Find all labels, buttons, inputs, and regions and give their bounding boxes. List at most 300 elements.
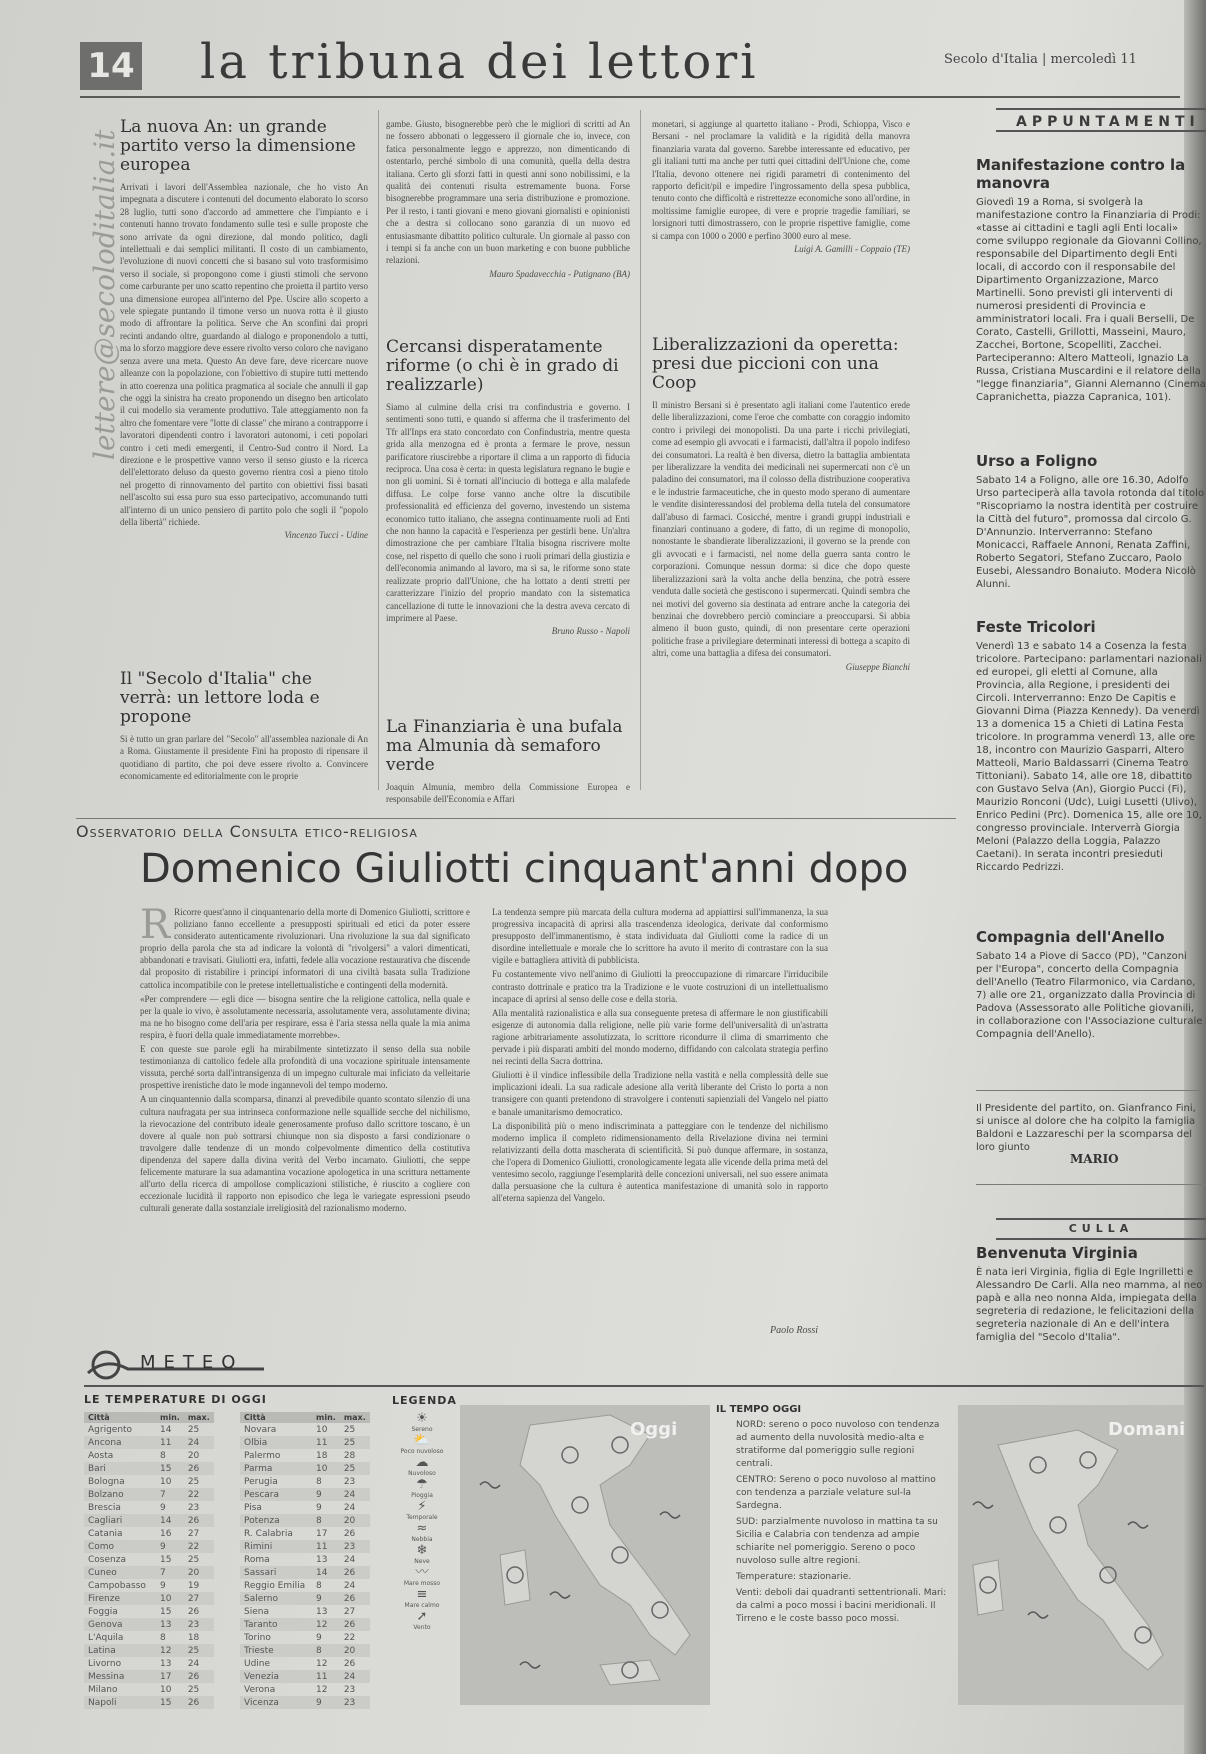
event-body: Sabato 14 a Foligno, alle ore 16.30, Adolfo Urso parteciperà alla tavola rotonda dal titolo "Riscopriamo la nostra identità per costruire la Città del futuro", promossa dal circolo G. D'Annunzio. Interverranno: Stefano Monicacci, Raffaele Annoni, Renata Zaffini, Roberto Segatori, Stefano Zuccaro, Paolo Eusebi, Alessandro Bonaiuto. Modera Nicolò Alunni. bbox=[976, 475, 1205, 590]
temperature-row bbox=[84, 1631, 214, 1644]
max-temp-cell: 26 bbox=[184, 1514, 214, 1527]
legend-item bbox=[392, 1522, 452, 1544]
max-temp-cell: 26 bbox=[343, 1658, 356, 1669]
weather-legend bbox=[392, 1412, 452, 1632]
legend-label: Neve bbox=[414, 1558, 430, 1565]
city-cell: Catania bbox=[88, 1528, 123, 1539]
legend-label: Poco nuvoloso bbox=[400, 1448, 444, 1455]
legend-symbol-icon: ≡ bbox=[416, 1587, 428, 1602]
letter-finanziaria-continued bbox=[652, 118, 910, 254]
city-cell: Milano bbox=[88, 1684, 118, 1695]
letter-signature: Giuseppe Bianchi bbox=[845, 661, 910, 672]
legend-item bbox=[392, 1610, 452, 1632]
max-temp-cell: 24 bbox=[340, 1488, 370, 1501]
legend-item bbox=[392, 1434, 452, 1456]
city-cell: Foggia bbox=[88, 1606, 118, 1617]
city-cell: Pisa bbox=[244, 1502, 262, 1513]
min-temp-cell: 9 bbox=[312, 1488, 340, 1501]
event-body: Sabato 14 a Piove di Sacco (PD), "Canzoni per l'Europa", concerto della Compagnia dell'Anello (Teatro Filarmonico, via Cardano, 7) alle ore 21, organizzato dalla Provincia di Padova (Assessorato alle Politiche giovanili, in collaborazione con l'Associazione culturale Compagnia dell'Anello). bbox=[976, 951, 1203, 1040]
min-temp-cell: 14 bbox=[312, 1566, 340, 1579]
observatory-column-1 bbox=[140, 902, 470, 1216]
max-temp-cell: 24 bbox=[187, 1658, 200, 1669]
min-temp-cell: 8 bbox=[312, 1644, 340, 1657]
temperature-row bbox=[240, 1696, 370, 1709]
legend-item bbox=[392, 1412, 452, 1434]
city-cell: Genova bbox=[84, 1618, 156, 1631]
temperature-row bbox=[240, 1514, 370, 1527]
city-cell: Ancona bbox=[84, 1436, 156, 1449]
min-temp-cell: 12 bbox=[312, 1618, 340, 1631]
min-temp-cell: 9 bbox=[316, 1502, 322, 1513]
legend-symbol-icon: ❄ bbox=[416, 1543, 428, 1558]
temperature-row bbox=[240, 1527, 370, 1540]
min-temp-cell: 9 bbox=[312, 1696, 340, 1709]
city-cell: Verona bbox=[244, 1684, 276, 1695]
legend-label: Mare mosso bbox=[403, 1580, 441, 1587]
vertical-email-brand: lettere@secoloditalia.it bbox=[88, 129, 121, 460]
temperature-row bbox=[84, 1436, 214, 1449]
observatory-column-2 bbox=[492, 906, 828, 1206]
min-temp-cell: 11 bbox=[312, 1540, 340, 1553]
letter-signature: Vincenzo Tucci - Udine bbox=[284, 530, 368, 541]
letter-secolo-continued bbox=[386, 118, 630, 279]
event-title: Urso a Foligno bbox=[976, 452, 1098, 470]
observatory-paragraph: Fu costantemente vivo nell'animo di Giuliotti la preoccupazione di rimarcare l'irriducibile contrasto dottrinale e pratico tra la Tradizione e le vuote costruzioni di un intellettualismo incapace di aprirsi al senso delle cose e della storia. bbox=[492, 969, 828, 1004]
min-temp-cell: 13 bbox=[156, 1618, 184, 1631]
legend-item bbox=[392, 1500, 452, 1522]
min-temp-cell: 9 bbox=[160, 1502, 166, 1513]
letter-finanziaria bbox=[386, 718, 630, 806]
appuntamenti-bar: APPUNTAMENTI bbox=[996, 108, 1206, 132]
birth-notice bbox=[976, 1244, 1206, 1344]
temperature-row bbox=[84, 1683, 214, 1696]
city-cell: Salerno bbox=[240, 1592, 312, 1605]
min-temp-cell: 15 bbox=[160, 1606, 172, 1617]
max-temp-cell: 26 bbox=[343, 1528, 356, 1539]
max-temp-cell: 25 bbox=[187, 1424, 200, 1435]
temperature-row bbox=[84, 1605, 214, 1618]
min-temp-cell: 11 bbox=[156, 1436, 184, 1449]
city-cell: Novara bbox=[244, 1424, 277, 1435]
temperature-row bbox=[84, 1449, 214, 1462]
condolence-name: MARIO bbox=[1070, 1152, 1119, 1166]
temperature-row bbox=[84, 1592, 214, 1605]
temperatures-table-left bbox=[84, 1412, 214, 1709]
min-temp-cell: 12 bbox=[316, 1684, 328, 1695]
legend-symbol-icon: ➚ bbox=[416, 1609, 428, 1624]
city-cell: Como bbox=[84, 1540, 156, 1553]
temperature-row bbox=[240, 1423, 370, 1436]
min-temp-cell: 16 bbox=[160, 1528, 172, 1539]
legend-symbol-icon: 〰 bbox=[415, 1565, 429, 1580]
legend-label: Sereno bbox=[411, 1426, 433, 1433]
letter-signature: Mauro Spadavecchia - Putignano (BA) bbox=[489, 268, 630, 279]
city-cell: Siena bbox=[244, 1606, 269, 1617]
temperature-row bbox=[240, 1618, 370, 1631]
temperatures-title: LE TEMPERATURE DI OGGI bbox=[84, 1393, 267, 1406]
max-temp-cell: 22 bbox=[343, 1632, 356, 1643]
temperature-row bbox=[84, 1618, 214, 1631]
city-cell: Livorno bbox=[88, 1658, 122, 1669]
letter-title: Liberalizzazioni da operetta: presi due piccioni con una Coop bbox=[652, 335, 899, 393]
min-temp-cell: 10 bbox=[160, 1684, 172, 1695]
temperature-row bbox=[240, 1631, 370, 1644]
temperature-row bbox=[240, 1579, 370, 1592]
temperature-row bbox=[84, 1644, 214, 1657]
observatory-paragraph: R Ricorre quest'anno il cinquantenario della morte di Domenico Giuliotti, scrittore e poliziano fanno eccellente a presupposti spirituali ed etici da poter essere considerato autenticamente rivoluzionari. Una rivoluzione la sua dal significato proprio della parola che sta ad indicare la volontà di "rivolgersi" a valori dimenticati, abbandonati e travisati. Giuliotti era, infatti, fedele alla vocazione restaurativa che discende dal proposito di ristabilire i principi informatori di una civiltà basata sulla Tradizione cattolica incompatibile con le pretese intellettualistiche e contingenti della modernità. bbox=[140, 902, 470, 990]
legend-symbol-icon: ⛅ bbox=[413, 1433, 431, 1448]
max-temp-cell: 27 bbox=[184, 1592, 214, 1605]
legend-item bbox=[392, 1456, 452, 1478]
city-cell: Taranto bbox=[240, 1618, 312, 1631]
observatory-paragraph: La disponibilità più o meno indiscriminata a patteggiare con le tendenze del nichilismo moderno implica il completo ridimensionamento della Rivelazione divina nei termini relativizzanti della dotta mascherata di scientificità. Si può dunque affermare, in sostanza, che l'opera di Domenico Giuliotti, cronologicamente legata alle vicende della prima metà del ventesimo secolo, raggiunge l'esemplarità delle concezioni universali, nel suo essere animata dalla persuasione che la cultura è autentica manifestazione di umanità solo in rapporto all'eterna sapienza del Vangelo. bbox=[492, 1120, 828, 1204]
legend-label: Temporale bbox=[406, 1514, 438, 1521]
letter-signature: Bruno Russo - Napoli bbox=[551, 626, 630, 637]
observatory-paragraph: Alla mentalità razionalistica e alla sua conseguente pretesa di affermare le non giustificabili esigenze di autonomia dalla religione, nelle più varie forme dell'universalità di un'astratta ragione arbitrariamente assolutizzata, lo scrittore ricondurre il clima di smarrimento che pervade i più disparati ambiti del mondo moderno, diffidando con calcolata strategia perfino nei recinti della Sacra dottrina. bbox=[492, 1007, 828, 1067]
temperature-row bbox=[84, 1553, 214, 1566]
max-temp-cell: 24 bbox=[343, 1554, 356, 1565]
temperature-row bbox=[240, 1540, 370, 1553]
observatory-paragraph: A un cinquantennio dalla scomparsa, dinanzi al prevedibile quanto scontato silenzio di una cultura naufragata per sua intrinseca conformazione nelle squallide secche del nichilismo, la rievocazione del contributo ideale generosamente profuso dallo scrittore toscano, è un dovere al quale non può sottrarsi chiunque non sia disposto a farsi condizionare o travolgere dalle tendenze di un mondo colpevolmente dimentico della costitutiva dipendenza del sapere dalla divina verità del Verbo incarnato. Giuliotti, che seppe felicemente maturare la sua adamantina vocazione apologetica in una scrittura nettamente all'urto della ricerca di ampollose complicazioni stilistiche, è riuscito a cogliere con eccezionale lucidità il rapporto non episodico che lega le variegate espressioni pseudo culturali generate dalla sostanziale irreligiosità del razionalismo moderno. bbox=[140, 1094, 470, 1214]
italy-map-tomorrow-icon bbox=[958, 1405, 1184, 1705]
temperature-row bbox=[240, 1566, 370, 1579]
max-temp-cell: 22 bbox=[184, 1488, 214, 1501]
page-number: 14 bbox=[80, 42, 142, 90]
city-cell: Cagliari bbox=[84, 1514, 156, 1527]
city-cell: Messina bbox=[84, 1670, 156, 1683]
observatory-title: Domenico Giuliotti cinquant'anni dopo bbox=[140, 846, 909, 892]
col-header: min. bbox=[156, 1412, 184, 1423]
letter-title: Il "Secolo d'Italia" che verrà: un lettore loda e propone bbox=[120, 669, 320, 727]
legend-item bbox=[392, 1588, 452, 1610]
event-body: Venerdì 13 e sabato 14 a Cosenza la festa tricolore. Partecipano: parlamentari nazionali ed europei, gli eletti al Comune, alla Provincia, alla Regione, i presidenti dei Circoli. Interverranno: Enzo De Capitis e Giovanni Dima (Piazza Kennedy). Da venerdì 13 a domenica 15 a Chieti di Latina Festa tricolore. In programma venerdì 13, alle ore 18, incontro con Maurizio Gasparri, Altero Matteoli, Mario Baldassarri (Cinema Teatro Tittoniani). Sabato 14, alle ore 18, dibattito con Gustavo Selva (An), Giorgio Pucci (Fi), Maurizio Ronconi (Udc), Luigi Lusetti (Ulivo), Enrico Pedini (Prc). Domenica 15, alle ore 10, congresso provinciale. Interverrà Giorgia Meloni (Palazzo della Loggia, Palazzo Caetani). In serata incontri presieduti Riccardo Pedrizzi. bbox=[976, 641, 1202, 873]
max-temp-cell: 25 bbox=[340, 1436, 370, 1449]
legend-label: Pioggia bbox=[411, 1492, 433, 1499]
max-temp-cell: 26 bbox=[184, 1696, 214, 1709]
max-temp-cell: 28 bbox=[343, 1450, 356, 1461]
column-rule bbox=[378, 110, 379, 790]
event-feste-tricolori bbox=[976, 618, 1206, 874]
event-compagnia-anello bbox=[976, 928, 1206, 1041]
min-temp-cell: 10 bbox=[312, 1462, 340, 1475]
legend-symbol-icon: ≈ bbox=[416, 1521, 428, 1536]
max-temp-cell: 25 bbox=[187, 1684, 200, 1695]
max-temp-cell: 25 bbox=[187, 1476, 200, 1487]
culla-bar: CULLA bbox=[996, 1218, 1206, 1240]
tempo-title: IL TEMPO OGGI bbox=[716, 1404, 802, 1415]
letter-body: Siamo al culmine della crisi tra confindustria e governo. I sentimenti sono tutti, e quando si afferma che il trasferimento del Tfr all'Inps era stato concordato con Confindustria, mentre questa grida alla menzogna ed è pronta a fermare le prove, nessun parificatore riuscirebbe a riportare il clima a un rapporto di fiducia reciproca. Una cosa è certa: in questa legislatura regnano le bugie e non gli uomini. Si è tornati all'inciucio di bottega e alla malafede diffusa. Le colpe forse vanno anche oltre la discutibile professionalità ed efficienza del governo, investendo un sistema economico tutto italiano, che assegna continuamente ruoli ad Enti che non hanno la capacità e l'esperienza per gestirli bene. Un'altra dimostrazione che per cambiare l'Italia bisogna riscrivere molte cose, nel rispetto di quello che sono i ruoli primari della giustizia e dell'economia animando al lavoro, ma sì sa, le riforme sono state realizzate proprio dall'Unione, che ha lottato a denti stretti per caratterizzare l'inizio del proprio mandato con la sistematica cancellazione di tutte le innovazioni che la destra aveva cercato di imprimere al Paese. bbox=[386, 402, 630, 623]
city-cell: Palermo bbox=[244, 1450, 281, 1461]
birth-title: Benvenuta Virginia bbox=[976, 1244, 1138, 1262]
letter-body: monetari, si aggiunge al quartetto italiano - Prodi, Schioppa, Visco e Bersani - nel proclamare la validità e la rigidità della manovra finanziaria varata dal governo. Sarebbe interessante ed educativo, per gli italiani tutti ma anche per tutti quei cittadini dell'Unione che, come l'Italia, devono ottenere nei rigidi parametri di contenimento del rapporto deficit/pil e impedire l'ingrossamento della spesa pubblica, tenuto conto che difficoltà e ristrettezze economiche sono all'ordine, in moltissime famiglie europee, di vere e proprie tragedie familiari, se lorsignori tutti dimostrassero, con le proprie rispettive famiglie, come si campa con 1000 o 2000 e perfino 3000 euro al mese. bbox=[652, 119, 910, 241]
temperature-row bbox=[240, 1501, 370, 1514]
event-manifestazione bbox=[976, 156, 1206, 404]
max-temp-cell: 26 bbox=[340, 1592, 370, 1605]
temperature-row bbox=[84, 1540, 214, 1553]
max-temp-cell: 18 bbox=[187, 1632, 200, 1643]
max-temp-cell: 23 bbox=[340, 1696, 370, 1709]
max-temp-cell: 23 bbox=[343, 1684, 356, 1695]
city-cell: Rimini bbox=[240, 1540, 312, 1553]
temperature-row bbox=[84, 1657, 214, 1670]
city-cell: Roma bbox=[244, 1554, 270, 1565]
letter-riforme bbox=[386, 338, 630, 636]
forecast-paragraph: Temperature: stazionarie. bbox=[736, 1572, 852, 1582]
max-temp-cell: 20 bbox=[184, 1566, 214, 1579]
temperature-row bbox=[84, 1670, 214, 1683]
event-urso-foligno bbox=[976, 452, 1206, 591]
legend-symbol-icon: ☁ bbox=[415, 1455, 429, 1470]
meteo-rule bbox=[84, 1385, 1204, 1387]
legend-label: Nebbia bbox=[411, 1536, 433, 1543]
max-temp-cell: 24 bbox=[184, 1436, 214, 1449]
temperature-row bbox=[240, 1462, 370, 1475]
city-cell: Potenza bbox=[240, 1514, 312, 1527]
min-temp-cell: 10 bbox=[156, 1592, 184, 1605]
temperature-row bbox=[84, 1579, 214, 1592]
city-cell: Venezia bbox=[240, 1670, 312, 1683]
max-temp-cell: 20 bbox=[340, 1644, 370, 1657]
temperature-row bbox=[240, 1449, 370, 1462]
letter-body: gambe. Giusto, bisognerebbe però che le migliori di scritti ad An ne fossero abbonati o leggessero il giornale che io, invece, con fatica personalmente leggo e apprezzo, non dimenticando di ostentarlo, perché simbolo di una comunità, quella della destra italiana. Certo gli sforzi fatti in questi anni sono nobilissimi, e la qualità dei contenuti risulta estremamente buona. Forse bisognerebbe programmare una seria distribuzione e promozione. Per il resto, i tanti giovani e meno giovani giornalisti e opinionisti che a destra si collocano sono garanzia di un nuovo ed entusiasmante dibattito politico culturale. Un giornale al passo con i tempi sì fa anche con un buon marketing e con buone pubbliche relazioni. bbox=[386, 119, 630, 266]
max-temp-cell: 26 bbox=[340, 1566, 370, 1579]
city-cell: Reggio Emilia bbox=[244, 1580, 306, 1591]
city-cell: R. Calabria bbox=[244, 1528, 293, 1539]
temperature-row bbox=[84, 1501, 214, 1514]
min-temp-cell: 9 bbox=[316, 1632, 322, 1643]
min-temp-cell: 14 bbox=[156, 1514, 184, 1527]
legend-symbol-icon: ☂ bbox=[416, 1477, 428, 1492]
max-temp-cell: 23 bbox=[187, 1502, 200, 1513]
temperature-row bbox=[240, 1605, 370, 1618]
min-temp-cell: 18 bbox=[316, 1450, 328, 1461]
temperature-row bbox=[84, 1514, 214, 1527]
column-rule bbox=[640, 110, 641, 790]
city-cell: Vicenza bbox=[240, 1696, 312, 1709]
section-title: la tribuna dei lettori bbox=[200, 34, 759, 90]
max-temp-cell: 26 bbox=[340, 1618, 370, 1631]
temperature-row bbox=[240, 1657, 370, 1670]
letter-body: Joaquin Almunia, membro della Commissione Europea e responsabile dell'Economia e Affari bbox=[386, 782, 630, 805]
max-temp-cell: 24 bbox=[343, 1502, 356, 1513]
max-temp-cell: 23 bbox=[184, 1618, 214, 1631]
letter-body: Arrivati i lavori dell'Assemblea nazionale, che ho visto An impegnata a discutere i contenuti del documento elaborato lo scorso 28 luglio, tutti sono d'accordo ad ammettere che l'impianto e i contenuti hanno trovato fondamento sulle tesi e sulle proposte che sono arrivate da ogni direzione, dal mondo politico, dagli intellettuali e dai semplici militanti. Il costo di un cambiamento, l'evoluzione di nuovi concetti che si basano sul voto trasformisimo verso il sociale, si propongono come i giusti stimoli che servono come carburante per uno scatto repentino che proietta il partito verso una dimensione europea all'interno del Ppe. Uscire allo scoperto a vele spiegate puntando il timone verso un nuova rotta è il giusto modo di affrontare la politica. Serve che An sconfini dai propri recinti andando oltre, guardando al dialogo e proponendolo a tutti, ma lo sforzo maggiore deve essere rivolto verso coloro che navigano senza avere una meta. Questo An deve fare, deve ricercare nuove alleanze con la popolazione, con l'obiettivo di stupire tutti mettendo in atto coerenza una politica pragmatica al sociale che annulli il gap che oggi la sinistra ha creato proponendo un disegno ben articolato il cui modello sia veramente produttivo. Tale atteggiamento non fa altro che fomentare vere "lotte di classe" che mirano a contrapporre i lavoratori dipendenti contro i lavoratori autonomi, i ceti popolari contro i ceti medi emergenti, il Centro-Sud contro il Nord. La direzione e le prospettive vanno verso il senso giusto e la ricerca dell'elettorato deluso da questo governo rientra così a pieno titolo nel progetto di rinnovamento del partito con obiettivi fissi basati nell'ascolto sui essa puro sua esso partecipativo, accomunando tutti all'interno di un unico pensiero di partito polo che sogli il "popolo della libertà" richiede. bbox=[120, 182, 368, 527]
temperature-row bbox=[240, 1670, 370, 1683]
min-temp-cell: 12 bbox=[316, 1658, 328, 1669]
observatory-author: Paolo Rossi bbox=[770, 1325, 819, 1336]
city-cell: Cosenza bbox=[88, 1554, 126, 1565]
legend-label: Nuvoloso bbox=[408, 1470, 436, 1477]
max-temp-cell: 26 bbox=[184, 1670, 214, 1683]
sidebar-rule bbox=[976, 1090, 1206, 1091]
city-cell: Cuneo bbox=[84, 1566, 156, 1579]
city-cell: Latina bbox=[84, 1644, 156, 1657]
temperature-row bbox=[84, 1696, 214, 1709]
letter-body: Si è tutto un gran parlare del "Secolo" all'assemblea nazionale di An a Roma. Giustamente il presidente Fini ha proposto di ripensare il quotidiano di partito, che poi deve essere rivolto a. Convincere economicamente ed editorialmente con le proprie bbox=[120, 734, 368, 782]
max-temp-cell: 24 bbox=[340, 1670, 370, 1683]
col-header: max. bbox=[340, 1412, 370, 1423]
min-temp-cell: 8 bbox=[316, 1476, 322, 1487]
col-header: max. bbox=[184, 1412, 214, 1423]
col-header: min. bbox=[312, 1412, 340, 1423]
temperature-row bbox=[240, 1436, 370, 1449]
max-temp-cell: 20 bbox=[187, 1450, 200, 1461]
forecast-paragraph: CENTRO: Sereno o poco nuvoloso al mattino con tendenza a parziale velature sul-la Sardegna. bbox=[736, 1475, 936, 1511]
forecast-paragraph: SUD: parzialmente nuvoloso in mattina ta su Sicilia e Calabria con tendenza ad ampie schiarite nel pomeriggio. Sereno o poco nuvoloso sulle altre regioni. bbox=[736, 1517, 938, 1566]
temperature-row bbox=[84, 1475, 214, 1488]
letter-signature: Luigi A. Gamilli - Coppaio (TE) bbox=[794, 244, 910, 255]
map-label-today: Oggi bbox=[630, 1419, 678, 1440]
temperature-row bbox=[84, 1527, 214, 1540]
observatory-label: Osservatorio della Consulta etico-religiosa bbox=[76, 822, 418, 841]
header-rule bbox=[80, 96, 1180, 98]
min-temp-cell: 14 bbox=[160, 1424, 172, 1435]
italy-map-today-icon bbox=[460, 1405, 710, 1705]
min-temp-cell: 15 bbox=[156, 1462, 184, 1475]
min-temp-cell: 8 bbox=[160, 1450, 166, 1461]
min-temp-cell: 10 bbox=[316, 1424, 328, 1435]
legend-title: LEGENDA bbox=[392, 1394, 457, 1407]
temperature-row bbox=[240, 1683, 370, 1696]
max-temp-cell: 25 bbox=[340, 1462, 370, 1475]
legend-item bbox=[392, 1544, 452, 1566]
temperature-row bbox=[240, 1475, 370, 1488]
event-body: Giovedì 19 a Roma, si svolgerà la manifestazione contro la Finanziaria di Prodi: «tasse ai cittadini e tagli agli Enti locali» come sviluppo regionale da Giovanni Collino, responsabile del Dipartimento degli Enti locali, di accordo con il responsabile del Dipartimento Organizzazione, Marco Martinelli. Sono previsti gli interventi di numerosi presidenti di Provincia e amministratori locali. Fra i quali Berselli, De Corato, Castelli, Grillotti, Masseini, Mauro, Zacchei, Bortone, Scopelliti, Zacchei. Parteciperanno: Altero Matteoli, Ignazio La Russa, Cristiana Muscardini e il relatore della "legge finanziaria", Gianni Alemanno (Cinema Capranichetta, piazza Capranica, 101). bbox=[976, 197, 1206, 403]
max-temp-cell: 23 bbox=[343, 1476, 356, 1487]
city-cell: Olbia bbox=[240, 1436, 312, 1449]
condolence-text: Il Presidente del partito, on. Gianfranco Fini, si unisce al dolore che ha colpito la famiglia Baldoni e Lazzareschi per la scomparsa del loro giunto bbox=[976, 1103, 1196, 1153]
col-header: Città bbox=[240, 1412, 312, 1423]
max-temp-cell: 22 bbox=[184, 1540, 214, 1553]
event-title: Compagnia dell'Anello bbox=[976, 928, 1165, 946]
observatory-paragraph: E con queste sue parole egli ha mirabilmente sintetizzato il senso della sua nobile testimonianza di cattolico fedele alla profondità di una vocazione spirituale intensamente vissuta, perché sorta dall'intransigenza di un impegno culturale mai inficiato da velleitarie prospettive irenistiche dato le mode ingannevoli del tempo moderno. bbox=[140, 1044, 470, 1091]
weather-map-tomorrow bbox=[958, 1405, 1184, 1705]
temperature-row bbox=[84, 1566, 214, 1579]
min-temp-cell: 15 bbox=[160, 1554, 172, 1565]
min-temp-cell: 7 bbox=[156, 1566, 184, 1579]
min-temp-cell: 8 bbox=[316, 1580, 322, 1591]
min-temp-cell: 9 bbox=[160, 1580, 166, 1591]
observatory-paragraph: «Per comprendere — egli dice — bisogna sentire che la religione cattolica, nella quale e per la quale io vivo, è assolutamente necessaria, assolutamente vera, assolutamente divina; ma ne ho bisogno come dell'aria per respirare, essa è l'aria stessa nella quale la mia anima respira, è fuori della quale immediatamente morrebbe». bbox=[140, 993, 470, 1040]
observatory-paragraph: La tendenza sempre più marcata della cultura moderna ad appiattirsi sull'immanenza, la sua progressiva incapacità di aprirsi alla trascendenza ideologica, derivate dal conformismo presupposto dell'immanentismo, è stata individuata dal Giuliotti come la radice di un disordine intellettuale e morale che lo scrittore ha avuto il merito di contrastare con la sua vigile e battagliera attività di pubblicista. bbox=[492, 907, 828, 966]
weather-map-today bbox=[460, 1405, 710, 1705]
city-cell: Sassari bbox=[240, 1566, 312, 1579]
city-cell: Aosta bbox=[88, 1450, 114, 1461]
max-temp-cell: 27 bbox=[187, 1528, 200, 1539]
condolence-notice bbox=[976, 1098, 1206, 1154]
min-temp-cell: 10 bbox=[160, 1476, 172, 1487]
legend-symbol-icon: ☀ bbox=[416, 1411, 428, 1426]
letter-title: La nuova An: un grande partito verso la dimensione europea bbox=[120, 117, 356, 175]
event-title: Manifestazione contro la manovra bbox=[976, 156, 1186, 192]
temperature-row bbox=[84, 1462, 214, 1475]
min-temp-cell: 11 bbox=[312, 1436, 340, 1449]
map-label-tomorrow: Domani bbox=[1108, 1419, 1186, 1440]
city-cell: Campobasso bbox=[88, 1580, 146, 1591]
city-cell: Trieste bbox=[240, 1644, 312, 1657]
letter-liberalizzazioni bbox=[652, 336, 910, 672]
city-cell: Parma bbox=[240, 1462, 312, 1475]
max-temp-cell: 24 bbox=[343, 1580, 356, 1591]
event-title: Feste Tricolori bbox=[976, 618, 1096, 636]
city-cell: Brescia bbox=[88, 1502, 121, 1513]
letter-an-europea bbox=[120, 118, 368, 540]
paper-date: Secolo d'Italia | mercoledì 11 bbox=[944, 52, 1137, 67]
min-temp-cell: 9 bbox=[312, 1592, 340, 1605]
max-temp-cell: 25 bbox=[343, 1424, 356, 1435]
temperature-row bbox=[240, 1488, 370, 1501]
min-temp-cell: 13 bbox=[160, 1658, 172, 1669]
city-cell: Torino bbox=[244, 1632, 271, 1643]
legend-label: Vento bbox=[413, 1624, 431, 1631]
city-cell: Bolzano bbox=[84, 1488, 156, 1501]
observatory-paragraph: Giuliotti è il vindice inflessibile della Tradizione nella vastità e nella complessità delle sue implicazioni ideali. La sua radicale adesione alla verità liberante del Cristo lo porta a non transigere con quanti pretendono di stravolgere i contenuti sapienziali del Vangelo nel piatto e banale umanitarismo democratico. bbox=[492, 1070, 828, 1117]
sidebar-rule bbox=[976, 1184, 1206, 1185]
min-temp-cell: 12 bbox=[156, 1644, 184, 1657]
max-temp-cell: 19 bbox=[187, 1580, 200, 1591]
letter-body: Il ministro Bersani si è presentato agli italiani come l'autentico erede delle liberalizzazioni, come l'eroe che combatte con coraggio indomito contro i privilegi dei monopolisti. Da una parte i ricchi privilegiati, come ad esempio gli avvocati e i farmacisti, dall'altra il popolo indifeso dei consumatori. La realtà è ben diversa, dietro la battaglia ambientata per liberalizzare la vendita dei medicinali nei supermercati non c'è un paladino dei consumatori, ma il colosso della distribuzione cooperativa e le industrie farmaceutiche, che in questo modo sperano di aumentare le vendite disinteressandosi del problema della tutela del consumatore dall'abuso di farmaci. Cosicché, mentre i grandi gruppi industriali e finanziari continuano a godere, di fatto, di un regime di monopolio, nonostante le sbandierate liberalizzazioni, il governo se la prende con gli avvocati e i farmacisti, nel nome della guerra santa contro le corporazioni. Comunque nessun dorma: si dice che dopo queste liberalizzazioni sarà la volta anche della benzina, che potrà essere venduta dalle società che gestiscono i supermercati. Quindi sembra che nei motivi del governo sia destinata ad entrare anche la categoria dei benzinai che dovrebbero perciò cominciare a preoccuparsi. Si abbia almeno il buon gusto, quindi, di non presentare certe operazioni politiche frase a privilegiare determinati interessi di bottega a scapito di altri, come una battaglia a difesa dei consumatori. bbox=[652, 400, 910, 659]
forecast-paragraph: Venti: deboli dai quadranti settentrionali. Mari: da calmi a poco mossi i bacini meridionali. Il Tirreno e le coste basso poco mossi. bbox=[736, 1588, 947, 1624]
legend-item bbox=[392, 1478, 452, 1500]
min-temp-cell: 7 bbox=[156, 1488, 184, 1501]
max-temp-cell: 27 bbox=[343, 1606, 356, 1617]
meteo-title: METEO bbox=[140, 1352, 244, 1373]
min-temp-cell: 17 bbox=[316, 1528, 328, 1539]
city-cell: Napoli bbox=[84, 1696, 156, 1709]
legend-item bbox=[392, 1566, 452, 1588]
weather-forecast-text bbox=[736, 1419, 948, 1629]
observatory-rule bbox=[76, 818, 956, 819]
birth-body: È nata ieri Virginia, figlia di Egle Ingrilletti e Alessandro De Carli. Alla neo mamma, al neo papà e alla neo nonna Alda, impiegata della segreteria di redazione, le felicitazioni della segreteria nazionale di An e dell'intera famiglia del "Secolo d'Italia". bbox=[976, 1267, 1203, 1343]
legend-label: Mare calmo bbox=[404, 1602, 440, 1609]
max-temp-cell: 20 bbox=[340, 1514, 370, 1527]
city-cell: Udine bbox=[244, 1658, 271, 1669]
drop-cap: R bbox=[140, 902, 171, 948]
max-temp-cell: 26 bbox=[184, 1462, 214, 1475]
temperature-row bbox=[240, 1553, 370, 1566]
city-cell: Agrigento bbox=[88, 1424, 133, 1435]
legend-symbol-icon: ⚡ bbox=[417, 1499, 427, 1514]
city-cell: Firenze bbox=[84, 1592, 156, 1605]
min-temp-cell: 11 bbox=[312, 1670, 340, 1683]
city-cell: Bologna bbox=[88, 1476, 125, 1487]
city-cell: Pescara bbox=[240, 1488, 312, 1501]
min-temp-cell: 9 bbox=[156, 1540, 184, 1553]
letter-secolo-italia bbox=[120, 670, 368, 783]
forecast-paragraph: NORD: sereno o poco nuvoloso con tendenza ad aumento della nuvolosità medio-alta e stratiforme dal pomeriggio sulle regioni centrali. bbox=[736, 1420, 940, 1469]
city-cell: Perugia bbox=[244, 1476, 278, 1487]
letter-title: La Finanziaria è una bufala ma Almunia dà semaforo verde bbox=[386, 717, 623, 775]
min-temp-cell: 8 bbox=[312, 1514, 340, 1527]
temperatures-table-right bbox=[240, 1412, 370, 1709]
temperature-row bbox=[240, 1592, 370, 1605]
min-temp-cell: 17 bbox=[156, 1670, 184, 1683]
city-cell: L'Aquila bbox=[88, 1632, 124, 1643]
temperature-row bbox=[84, 1488, 214, 1501]
max-temp-cell: 23 bbox=[340, 1540, 370, 1553]
max-temp-cell: 25 bbox=[184, 1644, 214, 1657]
temperature-row bbox=[84, 1423, 214, 1436]
col-header: Città bbox=[84, 1412, 156, 1423]
max-temp-cell: 25 bbox=[187, 1554, 200, 1565]
letter-title: Cercansi disperatamente riforme (o chi è in grado di realizzarle) bbox=[386, 337, 619, 395]
min-temp-cell: 13 bbox=[316, 1554, 328, 1565]
city-cell: Bari bbox=[84, 1462, 156, 1475]
min-temp-cell: 13 bbox=[316, 1606, 328, 1617]
min-temp-cell: 15 bbox=[156, 1696, 184, 1709]
max-temp-cell: 26 bbox=[187, 1606, 200, 1617]
min-temp-cell: 8 bbox=[160, 1632, 166, 1643]
